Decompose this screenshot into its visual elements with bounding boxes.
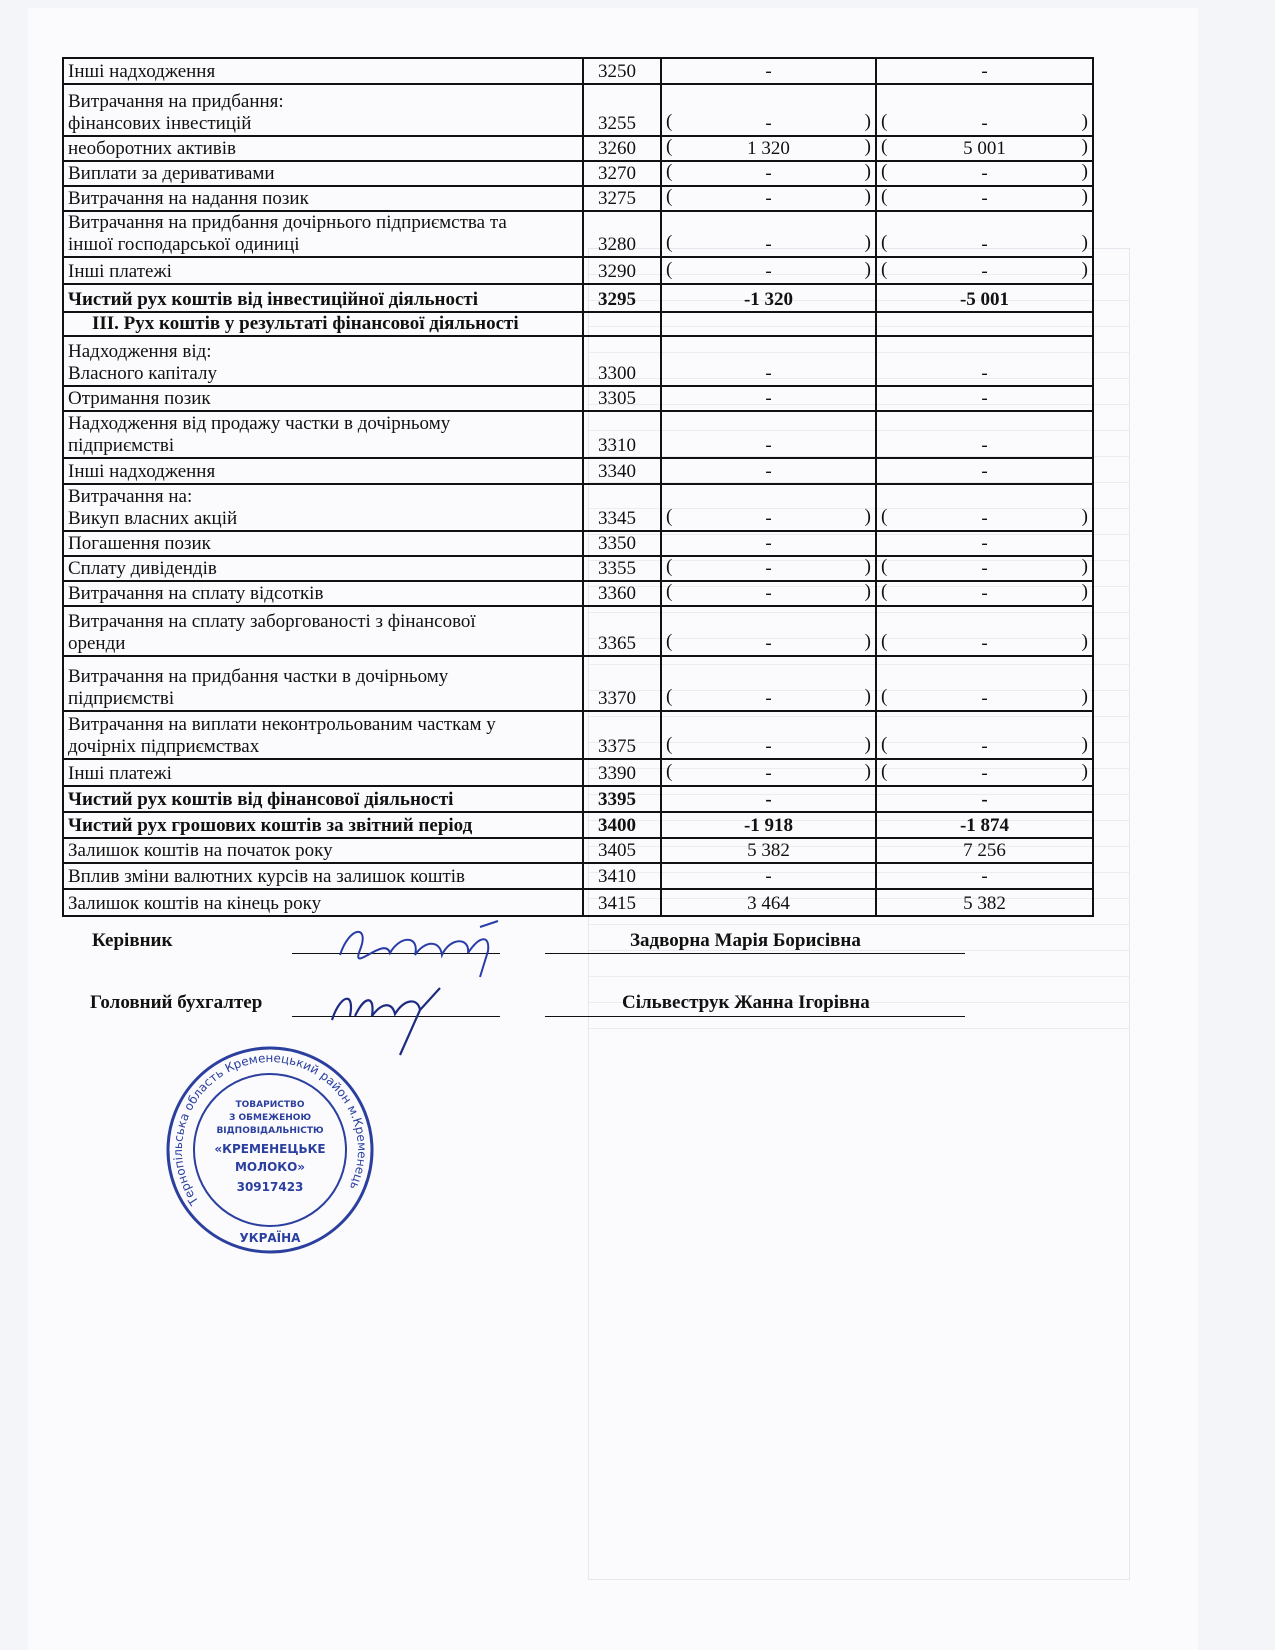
open-paren: ( [666, 631, 673, 652]
previous-period-cell [876, 838, 1093, 863]
stamp-outer-text: Тернопільська область Кременецький район м.Кременець [170, 1050, 370, 1208]
close-paren: ) [1081, 631, 1088, 652]
open-paren: ( [666, 734, 673, 755]
row-label: Виплати за деривативами [63, 161, 583, 186]
current-period-value: - [765, 113, 772, 134]
current-period-value: - [765, 763, 772, 784]
row-label: Інші платежі [63, 257, 583, 284]
row-code: 3415 [583, 889, 661, 916]
previous-period-cell [876, 484, 1093, 531]
table-row [63, 656, 1093, 711]
open-paren: ( [666, 186, 673, 207]
row-code: 3340 [583, 458, 661, 484]
row-code: 3360 [583, 581, 661, 606]
current-period-value: - [765, 789, 772, 810]
previous-period-cell [876, 186, 1093, 211]
table-row [63, 386, 1093, 411]
table-row [63, 786, 1093, 812]
current-period-cell [661, 161, 876, 186]
previous-period-value: -1 874 [959, 815, 1010, 836]
row-label: Витрачання на надання позик [63, 186, 583, 211]
current-period-cell [661, 84, 876, 136]
table-row [63, 136, 1093, 161]
current-period-cell [661, 786, 876, 812]
previous-period-cell [876, 386, 1093, 411]
row-code: 3290 [583, 257, 661, 284]
row-code: 3260 [583, 136, 661, 161]
row-label: Залишок коштів на початок року [63, 838, 583, 863]
row-code: 3305 [583, 386, 661, 411]
close-paren: ) [1081, 556, 1088, 577]
accountant-name-line [545, 1016, 965, 1017]
close-paren: ) [1081, 232, 1088, 253]
table-row [63, 606, 1093, 656]
previous-period-value: - [981, 508, 988, 529]
current-period-value: - [765, 188, 772, 209]
close-paren: ) [1081, 259, 1088, 280]
current-period-cell [661, 812, 876, 838]
open-paren: ( [881, 161, 888, 182]
close-paren: ) [864, 186, 871, 207]
current-period-cell [661, 186, 876, 211]
close-paren: ) [1081, 161, 1088, 182]
current-period-cell [661, 863, 876, 889]
current-period-cell [661, 711, 876, 759]
close-paren: ) [864, 506, 871, 527]
table-row [63, 889, 1093, 916]
table-row [63, 458, 1093, 484]
previous-period-value: - [981, 866, 988, 887]
row-label: Сплату дивідендів [63, 556, 583, 581]
row-code: 3410 [583, 863, 661, 889]
company-stamp [165, 1045, 375, 1255]
table-row [63, 812, 1093, 838]
row-code: 3365 [583, 606, 661, 656]
row-label: Витрачання на сплату заборгованості з фінансової оренди [63, 606, 583, 656]
table-row [63, 84, 1093, 136]
previous-period-value: - [981, 261, 988, 282]
previous-period-cell [876, 581, 1093, 606]
director-name: Задворна Марія Борисівна [630, 930, 861, 951]
previous-period-cell [876, 812, 1093, 838]
current-period-value: - [765, 533, 772, 554]
previous-period-value: - [981, 736, 988, 757]
previous-period-value: - [981, 789, 988, 810]
current-period-value: - [765, 388, 772, 409]
row-label: Інші надходження [63, 458, 583, 484]
row-code: 3300 [583, 336, 661, 386]
open-paren: ( [881, 581, 888, 602]
row-label: Погашення позик [63, 531, 583, 556]
row-label: Витрачання на виплати неконтрольованим часткам у дочірніх підприємствах [63, 711, 583, 759]
row-code: 3345 [583, 484, 661, 531]
row-code: 3390 [583, 759, 661, 786]
current-period-value: - [765, 461, 772, 482]
current-period-cell [661, 581, 876, 606]
table-row [63, 257, 1093, 284]
row-label: Надходження від продажу частки в дочірньому підприємстві [63, 411, 583, 458]
open-paren: ( [666, 259, 673, 280]
close-paren: ) [864, 136, 871, 157]
previous-period-cell [876, 257, 1093, 284]
previous-period-cell [876, 556, 1093, 581]
row-label: Витрачання на сплату відсотків [63, 581, 583, 606]
row-label: Надходження від: Власного капіталу [63, 336, 583, 386]
close-paren: ) [1081, 581, 1088, 602]
accountant-name: Сільвеструк Жанна Ігорівна [622, 992, 870, 1013]
table-row [63, 484, 1093, 531]
previous-period-value: 5 382 [963, 893, 1006, 914]
current-period-cell [661, 257, 876, 284]
table-row [63, 161, 1093, 186]
previous-period-cell [876, 458, 1093, 484]
open-paren: ( [881, 186, 888, 207]
previous-period-cell [876, 336, 1093, 386]
previous-period-value: - [981, 113, 988, 134]
current-period-cell [661, 759, 876, 786]
current-period-value: - [765, 736, 772, 757]
open-paren: ( [666, 161, 673, 182]
previous-period-cell [876, 606, 1093, 656]
stamp-line5: МОЛОКО» [234, 1160, 306, 1174]
current-period-value: - [765, 633, 772, 654]
row-label: Витрачання на придбання частки в дочірньому підприємстві [63, 656, 583, 711]
close-paren: ) [1081, 734, 1088, 755]
current-period-value: - [765, 261, 772, 282]
table-row [63, 186, 1093, 211]
director-label: Керівник [92, 930, 173, 951]
table-row [63, 581, 1093, 606]
open-paren: ( [666, 111, 673, 132]
previous-period-value: - [981, 688, 988, 709]
row-code: 3270 [583, 161, 661, 186]
close-paren: ) [1081, 136, 1088, 157]
row-code: 3255 [583, 84, 661, 136]
current-period-cell [661, 889, 876, 916]
close-paren: ) [1081, 686, 1088, 707]
row-label: Вплив зміни валютних курсів на залишок коштів [63, 863, 583, 889]
open-paren: ( [881, 136, 888, 157]
row-label: Отримання позик [63, 386, 583, 411]
previous-period-value: 5 001 [963, 138, 1006, 159]
previous-period-value: - [981, 188, 988, 209]
table-row [63, 284, 1093, 312]
table-row [63, 411, 1093, 458]
table-row [63, 838, 1093, 863]
current-period-cell [661, 556, 876, 581]
previous-period-cell [876, 656, 1093, 711]
current-period-cell [661, 606, 876, 656]
open-paren: ( [666, 136, 673, 157]
director-name-line [545, 953, 965, 954]
previous-period-value: 7 256 [963, 840, 1006, 861]
stamp-bottom: УКРАЇНА [239, 1231, 301, 1245]
previous-period-value: - [981, 388, 988, 409]
previous-period-cell [876, 531, 1093, 556]
row-code: 3295 [583, 284, 661, 312]
previous-period-value: - [981, 363, 988, 384]
current-period-value: - [765, 583, 772, 604]
table-row [63, 556, 1093, 581]
close-paren: ) [864, 581, 871, 602]
previous-period-value: - [981, 461, 988, 482]
previous-period-cell [876, 863, 1093, 889]
open-paren: ( [881, 259, 888, 280]
open-paren: ( [881, 506, 888, 527]
current-period-value: - [765, 688, 772, 709]
close-paren: ) [864, 631, 871, 652]
close-paren: ) [864, 161, 871, 182]
director-signature [330, 915, 510, 985]
table-row [63, 711, 1093, 759]
close-paren: ) [864, 734, 871, 755]
accountant-label: Головний бухгалтер [90, 992, 263, 1013]
previous-period-cell [876, 161, 1093, 186]
current-period-cell [661, 284, 876, 312]
close-paren: ) [1081, 186, 1088, 207]
current-period-cell [661, 58, 876, 84]
stamp-line1: ТОВАРИСТВО [235, 1100, 305, 1110]
current-period-value: - [765, 61, 772, 82]
table-row [63, 531, 1093, 556]
current-period-value: - [765, 508, 772, 529]
current-period-value: - [765, 163, 772, 184]
row-code: 3400 [583, 812, 661, 838]
close-paren: ) [864, 111, 871, 132]
current-period-cell [661, 211, 876, 257]
row-code: 3405 [583, 838, 661, 863]
open-paren: ( [666, 686, 673, 707]
previous-period-value: -5 001 [959, 289, 1010, 310]
row-code: 3350 [583, 531, 661, 556]
stamp-line2: З ОБМЕЖЕНОЮ [228, 1113, 312, 1123]
table-row [63, 863, 1093, 889]
open-paren: ( [666, 556, 673, 577]
previous-period-cell [876, 211, 1093, 257]
stamp-line4: «КРЕМЕНЕЦЬКЕ [214, 1142, 326, 1156]
row-label: Витрачання на придбання: фінансових інвестицій [63, 84, 583, 136]
current-period-value: - [765, 558, 772, 579]
open-paren: ( [881, 734, 888, 755]
row-label: Інші надходження [63, 58, 583, 84]
current-period-cell [661, 411, 876, 458]
row-label: Чистий рух коштів від фінансової діяльності [63, 786, 583, 812]
previous-period-cell [876, 711, 1093, 759]
open-paren: ( [666, 581, 673, 602]
previous-period-cell [876, 411, 1093, 458]
current-period-value: - [765, 234, 772, 255]
row-code: 3395 [583, 786, 661, 812]
current-period-cell [661, 458, 876, 484]
close-paren: ) [864, 556, 871, 577]
current-period-value: 3 464 [747, 893, 790, 914]
open-paren: ( [881, 686, 888, 707]
row-code: 3370 [583, 656, 661, 711]
section-heading-row [63, 312, 1093, 336]
current-period-value: - [765, 435, 772, 456]
open-paren: ( [666, 232, 673, 253]
current-period-cell [661, 336, 876, 386]
row-code: 3355 [583, 556, 661, 581]
current-period-cell [661, 386, 876, 411]
close-paren: ) [864, 232, 871, 253]
close-paren: ) [1081, 761, 1088, 782]
table-row [63, 336, 1093, 386]
current-period-value: - [765, 363, 772, 384]
current-period-value: 5 382 [747, 840, 790, 861]
previous-period-cell [876, 759, 1093, 786]
previous-period-value: - [981, 234, 988, 255]
close-paren: ) [864, 761, 871, 782]
current-period-value: -1 320 [743, 289, 794, 310]
previous-period-value: - [981, 435, 988, 456]
open-paren: ( [881, 761, 888, 782]
row-label: Залишок коштів на кінець року [63, 889, 583, 916]
stamp-line3: ВІДПОВІДАЛЬНІСТЮ [216, 1126, 324, 1136]
previous-period-cell [876, 786, 1093, 812]
close-paren: ) [864, 686, 871, 707]
open-paren: ( [881, 111, 888, 132]
previous-period-cell [876, 58, 1093, 84]
section-heading: III. Рух коштів у результаті фінансової діяльності [63, 312, 583, 336]
previous-period-value: - [981, 633, 988, 654]
row-code: 3250 [583, 58, 661, 84]
open-paren: ( [881, 232, 888, 253]
row-label: необоротних активів [63, 136, 583, 161]
table-row [63, 759, 1093, 786]
row-code: 3375 [583, 711, 661, 759]
previous-period-cell [876, 136, 1093, 161]
previous-period-value: - [981, 163, 988, 184]
row-label: Чистий рух коштів від інвестиційної діяльності [63, 284, 583, 312]
current-period-cell [661, 484, 876, 531]
close-paren: ) [864, 259, 871, 280]
current-period-cell [661, 656, 876, 711]
current-period-value: 1 320 [747, 138, 790, 159]
previous-period-value: - [981, 533, 988, 554]
previous-period-value: - [981, 583, 988, 604]
current-period-cell [661, 136, 876, 161]
row-code: 3280 [583, 211, 661, 257]
close-paren: ) [1081, 111, 1088, 132]
previous-period-value: - [981, 61, 988, 82]
previous-period-cell [876, 284, 1093, 312]
row-code: 3275 [583, 186, 661, 211]
open-paren: ( [666, 506, 673, 527]
row-label: Витрачання на придбання дочірнього підприємства та іншої господарської одиниці [63, 211, 583, 257]
cash-flow-table [62, 57, 1094, 917]
current-period-cell [661, 838, 876, 863]
table-row [63, 211, 1093, 257]
previous-period-cell [876, 889, 1093, 916]
row-code: 3310 [583, 411, 661, 458]
previous-period-cell [876, 84, 1093, 136]
open-paren: ( [881, 556, 888, 577]
close-paren: ) [1081, 506, 1088, 527]
row-label: Чистий рух грошових коштів за звітний період [63, 812, 583, 838]
table-row [63, 58, 1093, 84]
open-paren: ( [666, 761, 673, 782]
current-period-cell [661, 531, 876, 556]
row-label: Інші платежі [63, 759, 583, 786]
stamp-code: 30917423 [236, 1180, 304, 1194]
row-label: Витрачання на: Викуп власних акцій [63, 484, 583, 531]
previous-period-value: - [981, 763, 988, 784]
current-period-value: - [765, 866, 772, 887]
current-period-value: -1 918 [743, 815, 794, 836]
open-paren: ( [881, 631, 888, 652]
previous-period-value: - [981, 558, 988, 579]
